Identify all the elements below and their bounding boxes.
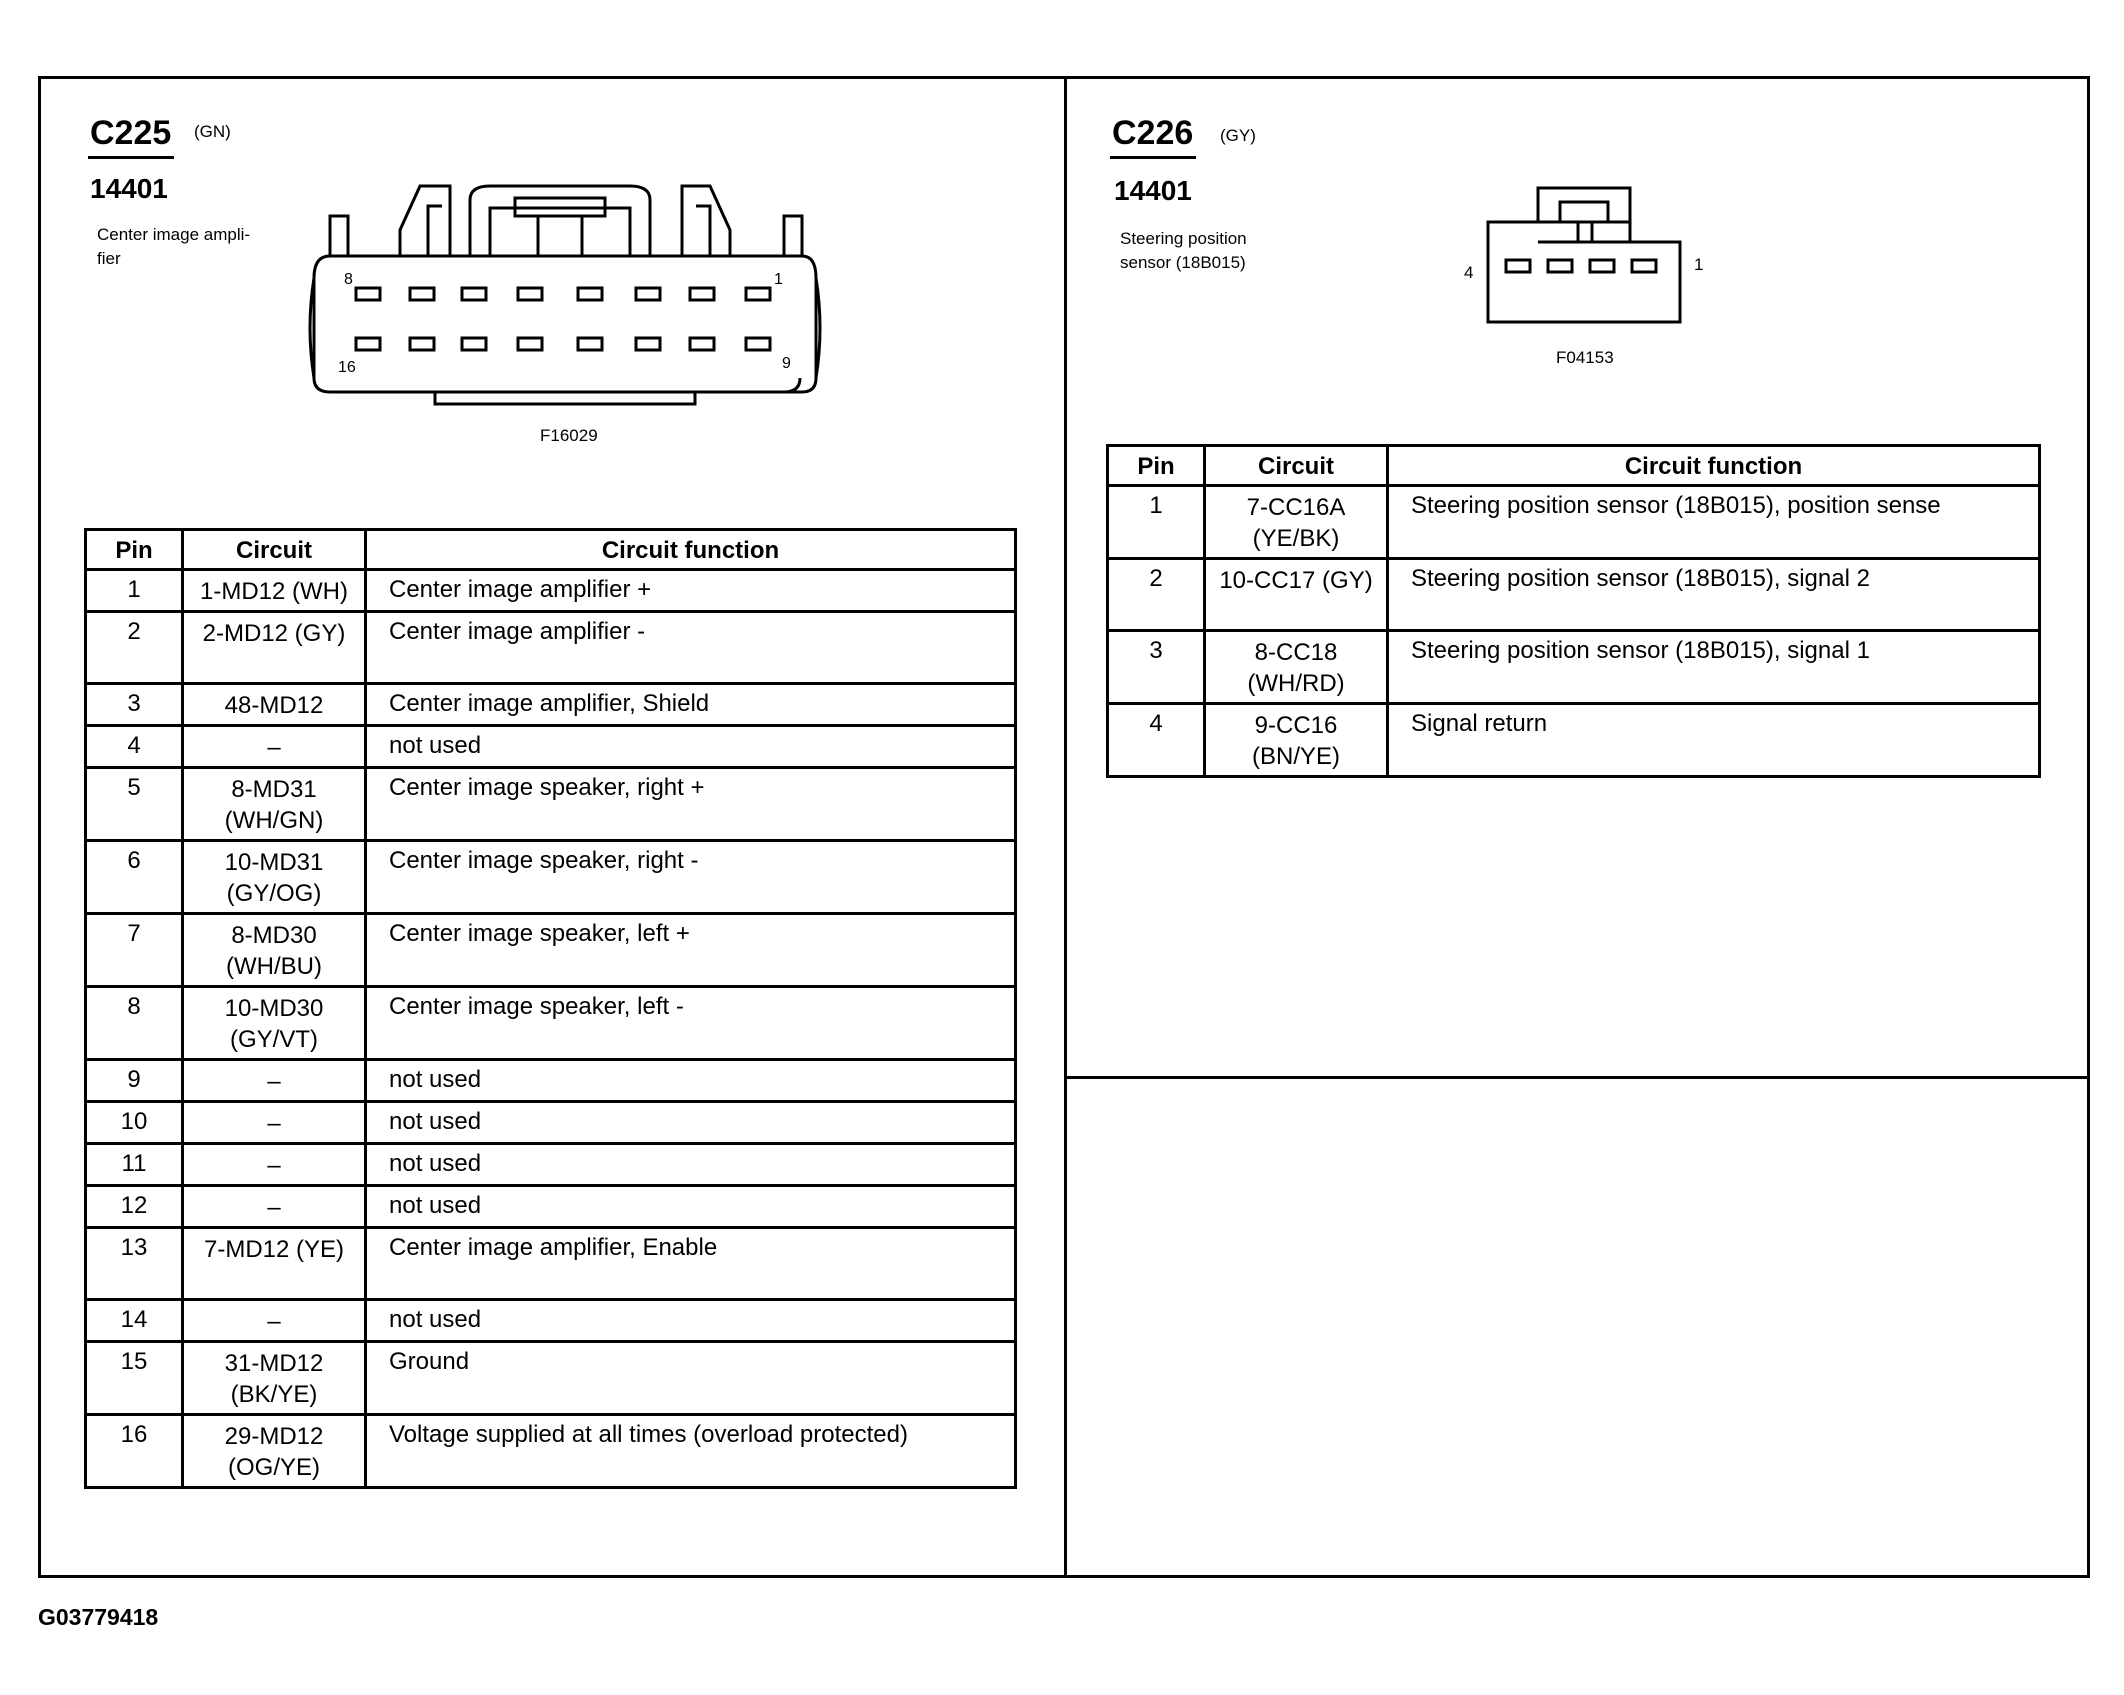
pin-label-4: 4 — [1464, 263, 1474, 282]
circuit-line: – — [267, 1152, 281, 1179]
circuit-function: Center image amplifier, Enable — [366, 1228, 1016, 1300]
circuit-function: Center image amplifier + — [366, 570, 1016, 612]
circuit-line: 48-MD12 — [224, 692, 324, 719]
table-row — [86, 1060, 1016, 1102]
circuit-line: 8-CC18 — [1254, 639, 1338, 666]
header-circuit: Circuit — [1205, 446, 1388, 486]
panel-divider-horizontal — [1064, 1076, 2090, 1079]
circuit-line: – — [267, 1308, 281, 1335]
circuit-code — [183, 1300, 366, 1342]
table-row — [1108, 704, 2040, 777]
table-header-row — [86, 530, 1016, 570]
figure-id: F16029 — [540, 426, 598, 445]
pin-number: 15 — [86, 1342, 183, 1415]
part-number: 14401 — [90, 173, 168, 204]
pin-number: 2 — [86, 612, 183, 684]
pin-number: 1 — [86, 570, 183, 612]
connector-description: Center image ampli- fier — [97, 225, 251, 268]
circuit-function: Signal return — [1388, 704, 2040, 777]
circuit-code — [183, 612, 366, 684]
circuit-code — [183, 914, 366, 987]
circuit-function: not used — [366, 1060, 1016, 1102]
circuit-function: Steering position sensor (18B015), position sense — [1388, 486, 2040, 559]
table-row — [86, 841, 1016, 914]
circuit-code — [183, 1144, 366, 1186]
table-row — [86, 684, 1016, 726]
circuit-code — [183, 1228, 366, 1300]
pin-number: 13 — [86, 1228, 183, 1300]
pin-number: 9 — [86, 1060, 183, 1102]
circuit-function: not used — [366, 1300, 1016, 1342]
circuit-line: 10-MD30 — [224, 995, 324, 1022]
table-row — [1108, 486, 2040, 559]
circuit-line: 7-CC16A — [1246, 494, 1346, 521]
table-header-row — [1108, 446, 2040, 486]
pin-table-body — [86, 570, 1016, 1488]
circuit-code — [1205, 631, 1388, 704]
pin-number: 5 — [86, 768, 183, 841]
connector-id-underline — [88, 156, 174, 159]
circuit-function: Center image amplifier - — [366, 612, 1016, 684]
pin-label-16: 16 — [338, 359, 356, 376]
table-row — [86, 726, 1016, 768]
pin-number: 12 — [86, 1186, 183, 1228]
circuit-line: – — [267, 1068, 281, 1095]
table-row — [86, 1228, 1016, 1300]
circuit-line: (BK/YE) — [230, 1381, 318, 1408]
circuit-line: (OG/YE) — [227, 1454, 320, 1481]
table-row — [1108, 559, 2040, 631]
circuit-code — [183, 1060, 366, 1102]
pin-table-c225 — [84, 528, 1017, 1489]
circuit-code — [183, 570, 366, 612]
circuit-line: 1-MD12 (WH) — [200, 578, 348, 605]
table-row — [86, 914, 1016, 987]
table-row — [86, 1415, 1016, 1488]
pin-number: 1 — [1108, 486, 1205, 559]
circuit-line: – — [267, 734, 281, 761]
pin-number: 14 — [86, 1300, 183, 1342]
table-row — [86, 1300, 1016, 1342]
pin-label-1: 1 — [774, 271, 783, 288]
pin-row — [1506, 260, 1656, 272]
pin-number: 7 — [86, 914, 183, 987]
header-pin: Pin — [86, 530, 183, 570]
circuit-line: (WH/BU) — [226, 953, 322, 980]
circuit-code — [1205, 704, 1388, 777]
circuit-line: 10-CC17 (GY) — [1219, 567, 1373, 594]
figure-code: G03779418 — [38, 1604, 159, 1630]
pin-label-8: 8 — [344, 271, 353, 288]
table-row — [86, 1144, 1016, 1186]
circuit-line: 7-MD12 (YE) — [203, 1236, 345, 1263]
table-row — [86, 768, 1016, 841]
circuit-line: 9-CC16 — [1254, 712, 1338, 739]
pin-label-9: 9 — [782, 355, 791, 372]
panel-divider-vertical — [1064, 76, 1067, 1578]
circuit-line: 29-MD12 — [224, 1423, 324, 1450]
circuit-function: Center image speaker, right - — [366, 841, 1016, 914]
circuit-function: not used — [366, 726, 1016, 768]
circuit-line: 8-MD31 — [231, 776, 317, 803]
pin-number: 3 — [86, 684, 183, 726]
circuit-function: Ground — [366, 1342, 1016, 1415]
circuit-code — [1205, 486, 1388, 559]
circuit-code — [183, 726, 366, 768]
connector-color: (GY) — [1220, 126, 1256, 145]
circuit-code — [183, 684, 366, 726]
table-row — [86, 1186, 1016, 1228]
header-function: Circuit function — [366, 530, 1016, 570]
circuit-function: not used — [366, 1186, 1016, 1228]
circuit-line: 10-MD31 — [224, 849, 324, 876]
pin-number: 4 — [1108, 704, 1205, 777]
connector-id-underline — [1110, 156, 1196, 159]
header-pin: Pin — [1108, 446, 1205, 486]
circuit-line: – — [267, 1110, 281, 1137]
circuit-code — [183, 841, 366, 914]
connector-diagram-c226 — [1460, 180, 1720, 340]
circuit-function: Center image speaker, left + — [366, 914, 1016, 987]
circuit-line: 2-MD12 (GY) — [202, 620, 346, 647]
table-row — [86, 987, 1016, 1060]
circuit-line: (YE/BK) — [1252, 525, 1340, 552]
pin-number: 3 — [1108, 631, 1205, 704]
header-function: Circuit function — [1388, 446, 2040, 486]
table-row — [86, 1102, 1016, 1144]
pin-table-c226 — [1106, 444, 2041, 778]
pin-table-body — [1108, 486, 2040, 777]
circuit-line: (WH/GN) — [224, 807, 324, 834]
table-row — [86, 612, 1016, 684]
circuit-function: Center image amplifier, Shield — [366, 684, 1016, 726]
circuit-line: (WH/RD) — [1247, 670, 1345, 697]
circuit-function: Center image speaker, left - — [366, 987, 1016, 1060]
circuit-code — [1205, 559, 1388, 631]
connector-id: C226 — [1112, 114, 1194, 152]
pin-number: 6 — [86, 841, 183, 914]
connector-id: C225 — [90, 114, 172, 152]
pin-number: 4 — [86, 726, 183, 768]
circuit-code — [183, 1342, 366, 1415]
pin-number: 11 — [86, 1144, 183, 1186]
table-row — [86, 1342, 1016, 1415]
figure-id: F04153 — [1556, 348, 1614, 367]
circuit-code — [183, 1415, 366, 1488]
connector-diagram-c225 — [310, 178, 830, 418]
circuit-function: Voltage supplied at all times (overload protected) — [366, 1415, 1016, 1488]
circuit-code — [183, 1102, 366, 1144]
pin-number: 8 — [86, 987, 183, 1060]
circuit-function: Steering position sensor (18B015), signal 1 — [1388, 631, 2040, 704]
circuit-code — [183, 768, 366, 841]
circuit-line: (BN/YE) — [1251, 743, 1340, 770]
circuit-code — [183, 1186, 366, 1228]
part-number: 14401 — [1114, 175, 1192, 206]
circuit-function: not used — [366, 1144, 1016, 1186]
pin-row-bottom — [356, 338, 770, 350]
circuit-line: – — [267, 1194, 281, 1221]
circuit-function: Steering position sensor (18B015), signal 2 — [1388, 559, 2040, 631]
circuit-line: (GY/OG) — [226, 880, 322, 907]
circuit-function: not used — [366, 1102, 1016, 1144]
circuit-line: (GY/VT) — [230, 1026, 318, 1053]
circuit-line: 31-MD12 — [224, 1350, 324, 1377]
pin-number: 16 — [86, 1415, 183, 1488]
pin-label-1: 1 — [1694, 255, 1704, 274]
circuit-code — [183, 987, 366, 1060]
header-circuit: Circuit — [183, 530, 366, 570]
circuit-function: Center image speaker, right + — [366, 768, 1016, 841]
table-row — [1108, 631, 2040, 704]
circuit-line: 8-MD30 — [231, 922, 317, 949]
pin-number: 10 — [86, 1102, 183, 1144]
connector-description: Steering position sensor (18B015) — [1120, 229, 1247, 272]
pin-number: 2 — [1108, 559, 1205, 631]
table-row — [86, 570, 1016, 612]
pin-row-top — [356, 288, 770, 300]
connector-color: (GN) — [194, 122, 231, 141]
